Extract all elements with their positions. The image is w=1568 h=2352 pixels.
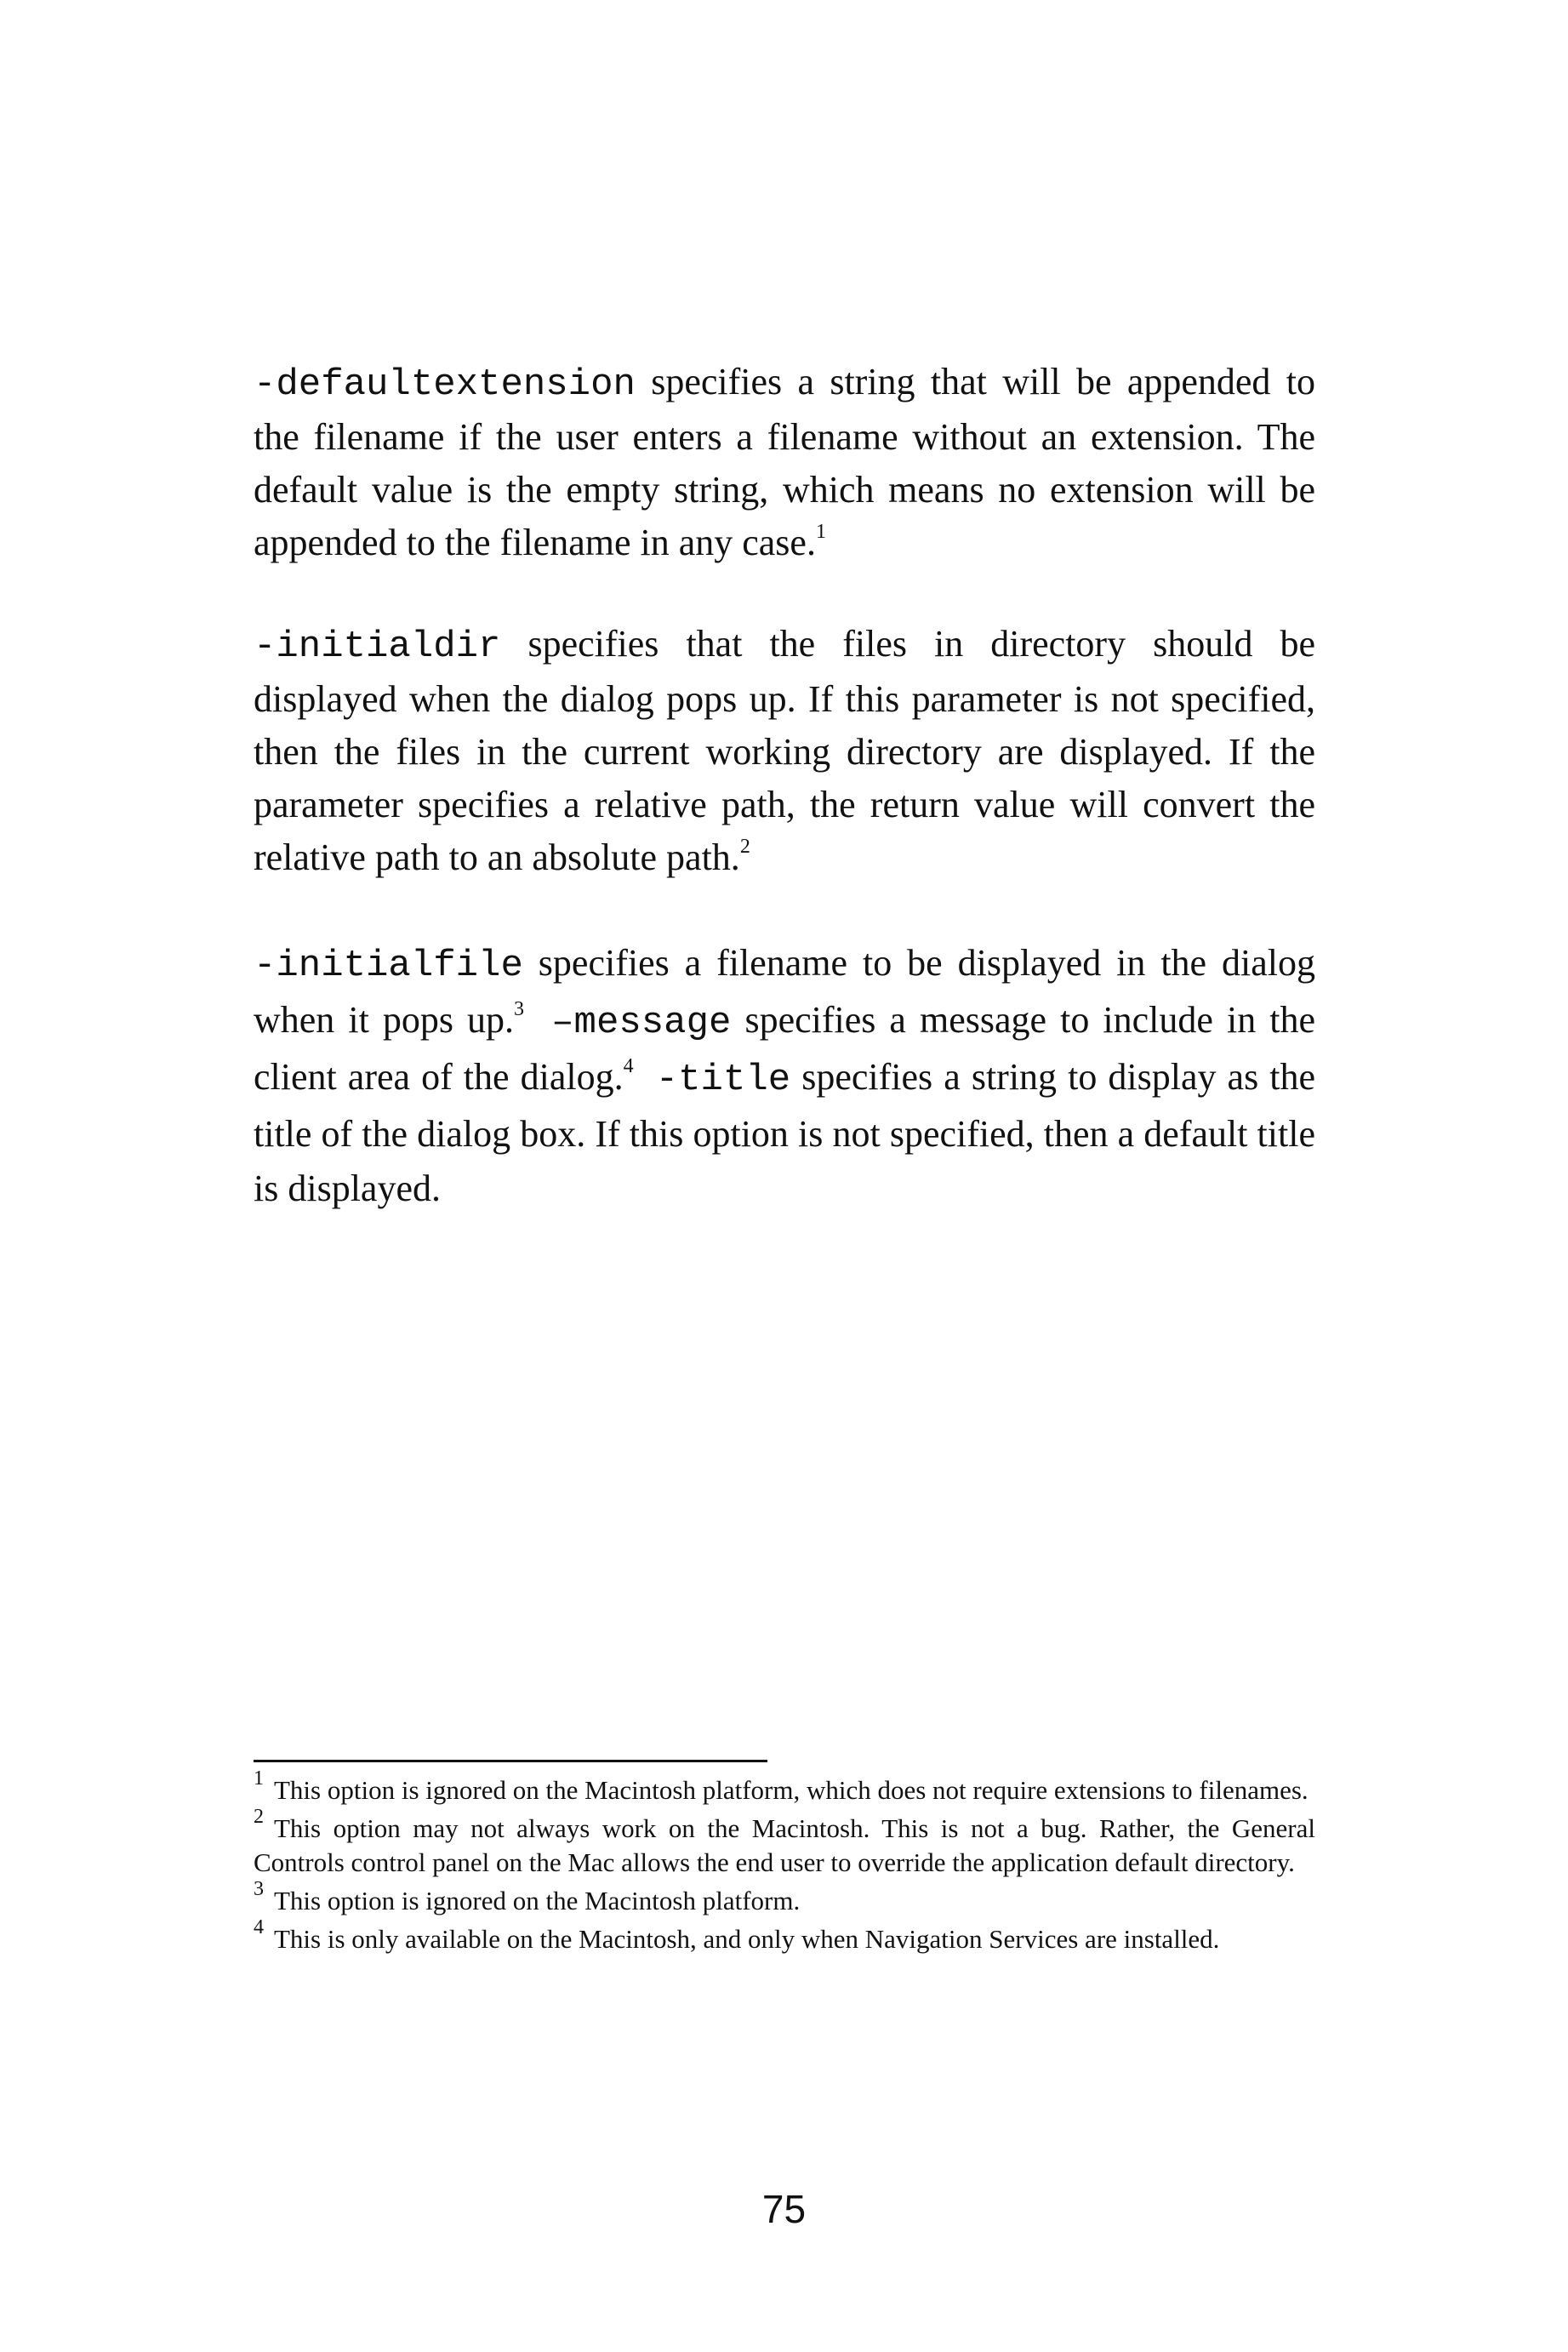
footnote-reference[interactable]: 1 [815, 521, 826, 544]
footnote-mark: 1 [254, 1767, 264, 1790]
footnote-reference[interactable]: 2 [739, 836, 750, 859]
footnotes [254, 1767, 1315, 1961]
paragraph-text: specifies that the files in directory should be displayed when the dialog pops up. If this parameter is not specified, then the files in the current working directory are displayed. If the parameter specifies a relative path, the return value will convert the relative path to an absolute path. [254, 623, 1315, 878]
footnote-mark: 2 [254, 1805, 264, 1828]
paragraph-text: specifies a string that will be appended to the filename if the user enters a filename without an extension. The default value is the empty string, which means no extension will be appended to the filename in any case. [254, 361, 1315, 563]
footnote-1 [254, 1767, 1315, 1807]
footnote-text: This is only available on the Macintosh, and only when Navigation Services are installed. [274, 1924, 1220, 1954]
option-name-title: -title [655, 1059, 791, 1101]
paragraph-text: specifies a message to include in the client area of the dialog. [254, 999, 1315, 1098]
footnote-reference[interactable]: 4 [623, 1055, 634, 1078]
footnote-reference[interactable]: 3 [514, 998, 525, 1021]
option-name-initialdir: -initialdir [254, 625, 501, 668]
paragraph-initialdir [254, 618, 1315, 884]
paragraph-defaultextension [254, 356, 1315, 569]
paragraph-text: specifies a filename to be displayed in the dialog when it pops up. [254, 942, 1315, 1041]
option-name-initialfile: -initialfile [254, 945, 523, 987]
footnote-3 [254, 1877, 1315, 1918]
footnote-text: This option may not always work on the Macintosh. This is not a bug. Rather, the General Controls control panel on the Mac allows the end user to override the application default directory. [254, 1813, 1315, 1877]
option-name-defaultextension: -defaultextension [254, 363, 636, 406]
paragraph-text: specifies a string to display as the title of the dialog box. If this option is not specified, then a default title is displayed. [254, 1056, 1316, 1209]
option-name-message: –message [551, 1002, 732, 1044]
page-number: 75 [761, 2187, 807, 2231]
footnote-mark: 4 [254, 1915, 264, 1938]
footnote-divider [254, 1760, 767, 1762]
footnote-2 [254, 1805, 1315, 1880]
footnote-4 [254, 1915, 1315, 1956]
footnote-text: This option is ignored on the Macintosh platform, which does not require extensions to filenames. [274, 1775, 1309, 1805]
paragraph-initialfile-message-title [254, 936, 1315, 1216]
footnote-mark: 3 [254, 1877, 264, 1900]
footnote-text: This option is ignored on the Macintosh platform. [274, 1886, 801, 1915]
